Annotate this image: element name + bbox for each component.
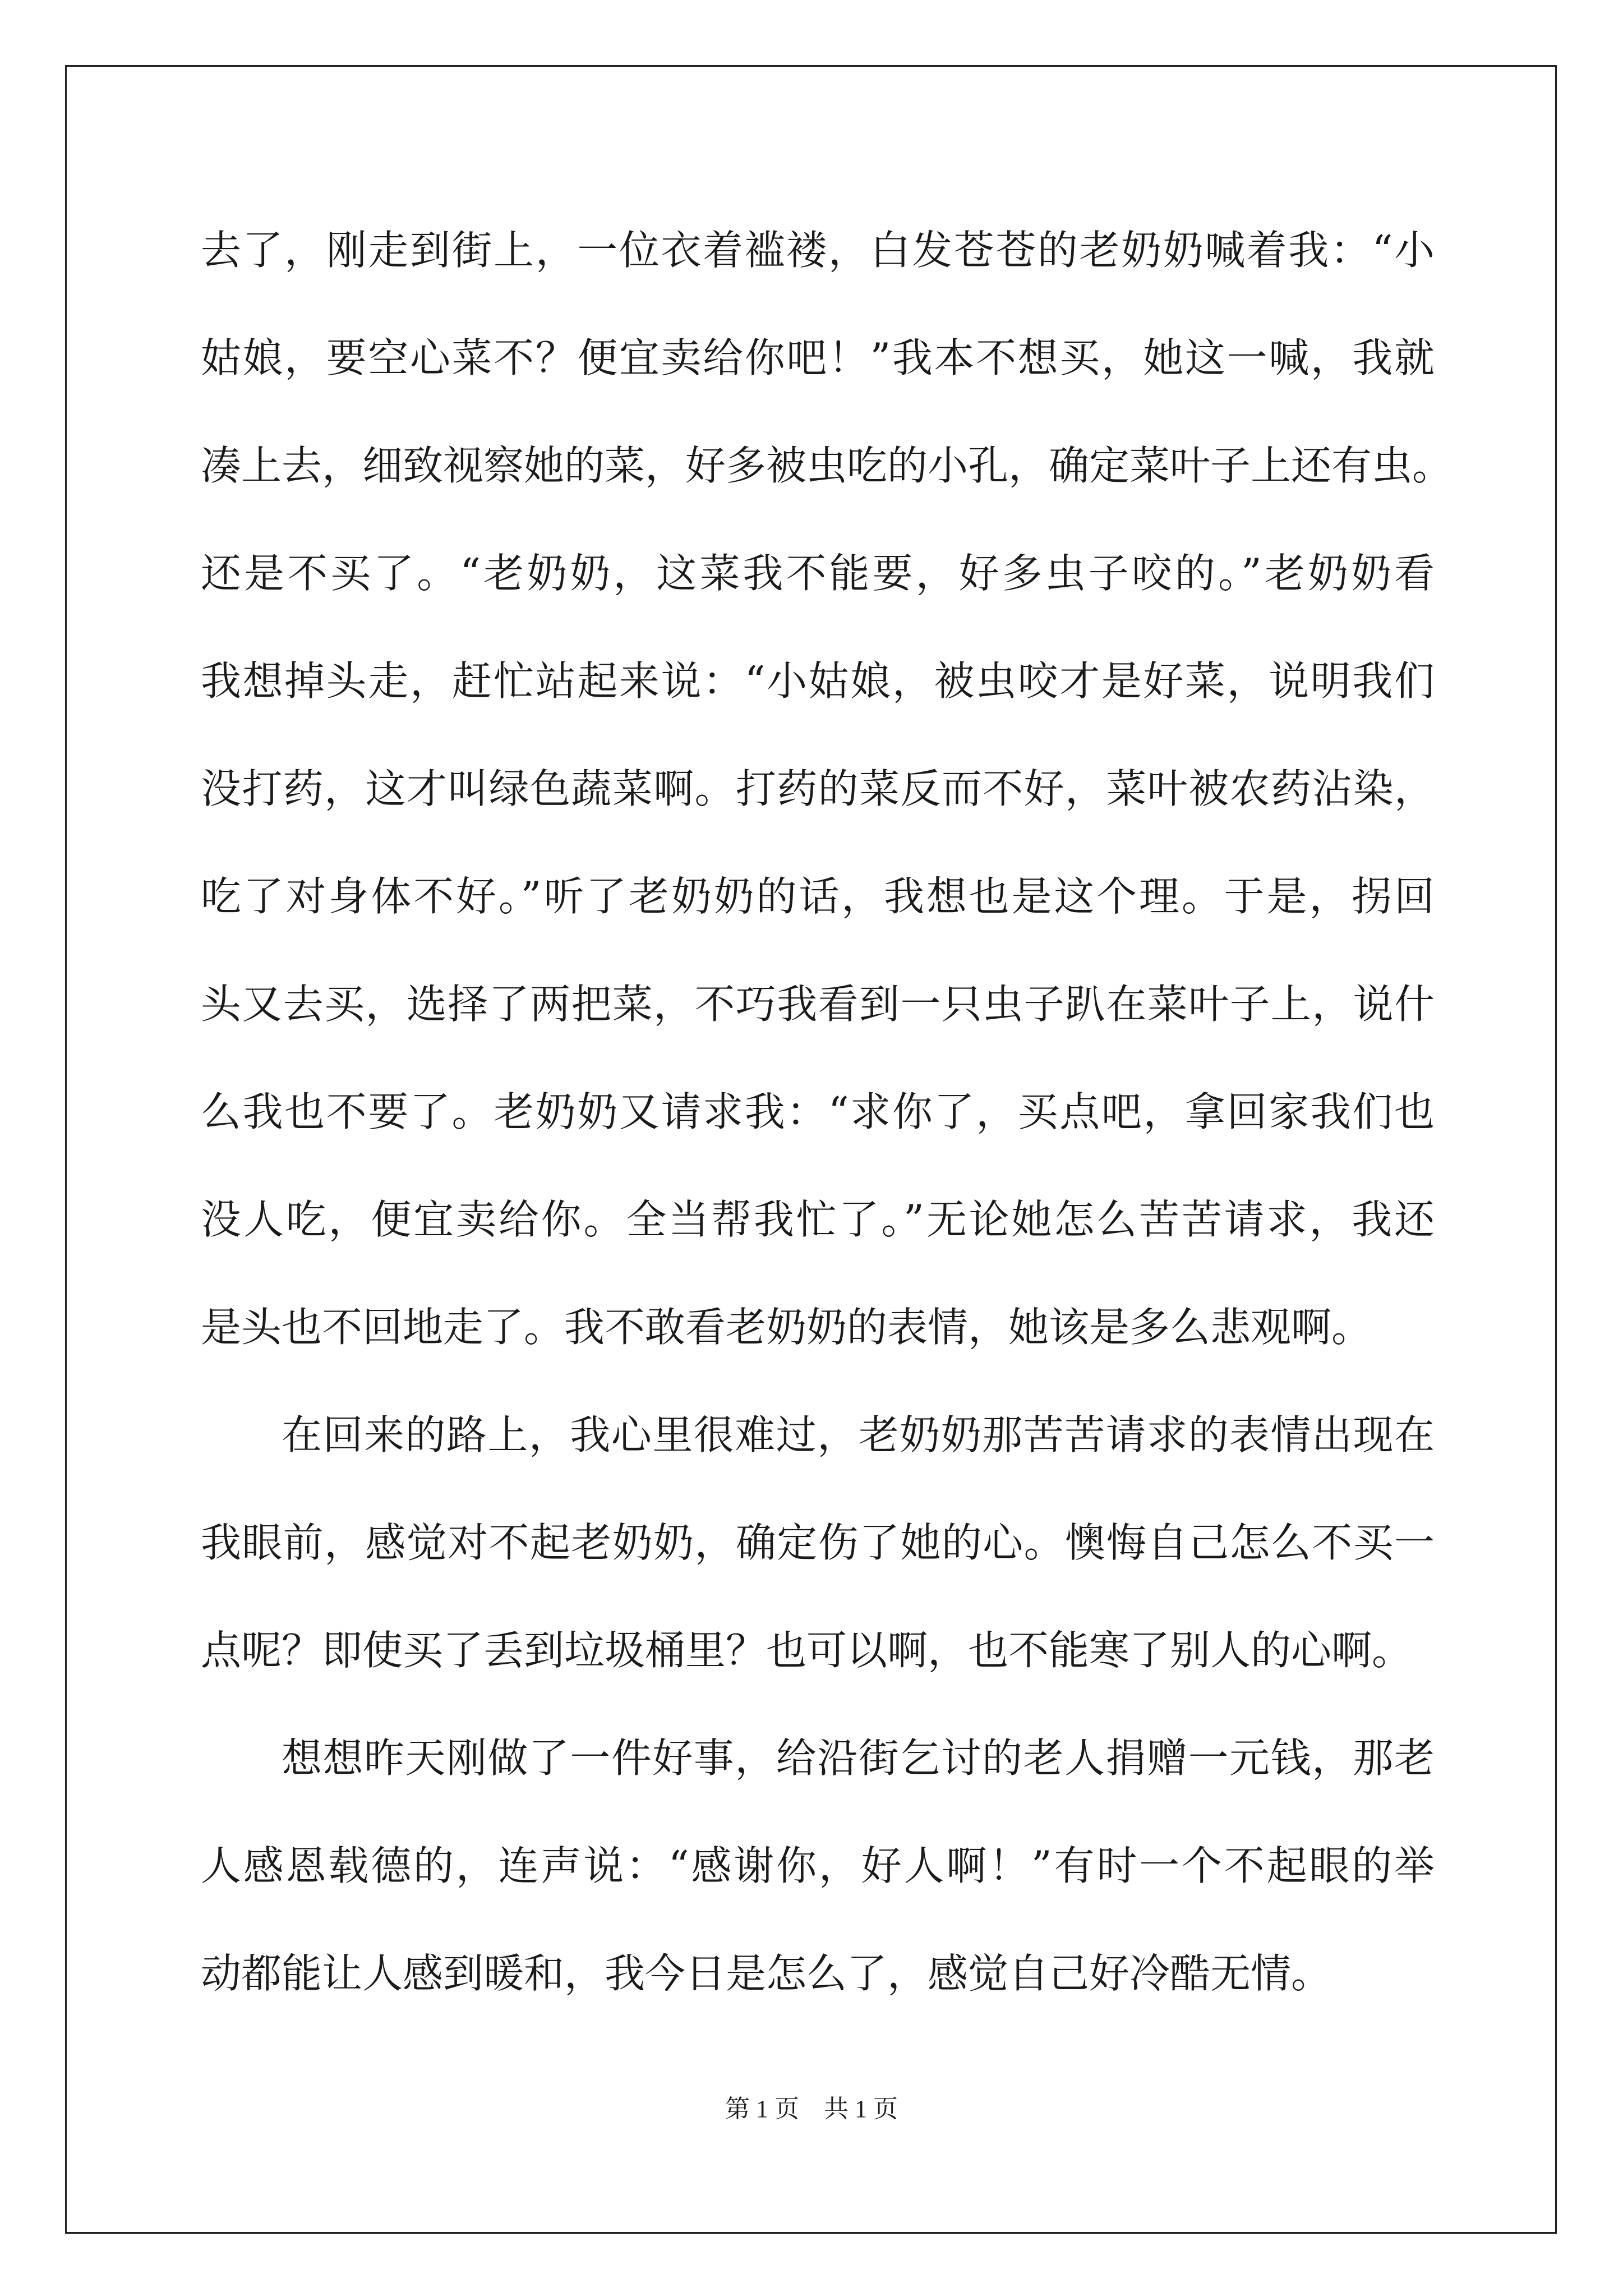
text-line: 吃了对身体不好。”听了老奶奶的话，我想也是这个理。于是，拐回 xyxy=(201,873,1435,920)
text-line: 人感恩载德的，连声说：“感谢你，好人啊！”有时一个不起眼的举 xyxy=(201,1842,1435,1889)
text-line: 没打药，这才叫绿色蔬菜啊。打药的菜反而不好，菜叶被农药沾染， xyxy=(201,765,1435,812)
text-line: 没人吃，便宜卖给你。全当帮我忙了。”无论她怎么苦苦请求，我还 xyxy=(201,1196,1435,1243)
text-line: 动都能让人感到暖和，我今日是怎么了，感觉自己好冷酷无情。 xyxy=(201,1950,1332,1997)
page-number-footer: 第 1 页 共 1 页 xyxy=(725,2095,898,2123)
paragraph-first-line: 想想昨天刚做了一件好事，给沿街乞讨的老人捐赠一元钱，那老 xyxy=(282,1734,1435,1782)
text-line: 是头也不回地走了。我不敢看老奶奶的表情，她该是多么悲观啊。 xyxy=(201,1304,1372,1351)
text-line: 还是不买了。“老奶奶，这菜我不能要，好多虫子咬的。”老奶奶看 xyxy=(201,550,1435,597)
text-line: 去了，刚走到街上，一位衣着褴褛，白发苍苍的老奶奶喊着我：“小 xyxy=(201,227,1435,274)
text-line: 我眼前，感觉对不起老奶奶，确定伤了她的心。懊悔自己怎么不买一 xyxy=(201,1519,1435,1566)
text-line: 姑娘，要空心菜不？便宜卖给你吧！”我本不想买，她这一喊，我就 xyxy=(201,334,1435,381)
page-border xyxy=(65,65,1557,2234)
text-line: 头又去买，选择了两把菜，不巧我看到一只虫子趴在菜叶子上，说什 xyxy=(201,981,1435,1028)
paragraph-first-line: 在回来的路上，我心里很难过，老奶奶那苦苦请求的表情出现在 xyxy=(282,1411,1435,1458)
text-line: 么我也不要了。老奶奶又请求我：“求你了，买点吧，拿回家我们也 xyxy=(201,1088,1435,1135)
text-line: 我想掉头走，赶忙站起来说：“小姑娘，被虫咬才是好菜，说明我们 xyxy=(201,657,1435,705)
text-line: 点呢？即使买了丢到垃圾桶里？也可以啊，也不能寒了别人的心啊。 xyxy=(201,1627,1413,1674)
text-line: 凑上去，细致视察她的菜，好多被虫吃的小孔，确定菜叶子上还有虫。 xyxy=(201,442,1453,489)
